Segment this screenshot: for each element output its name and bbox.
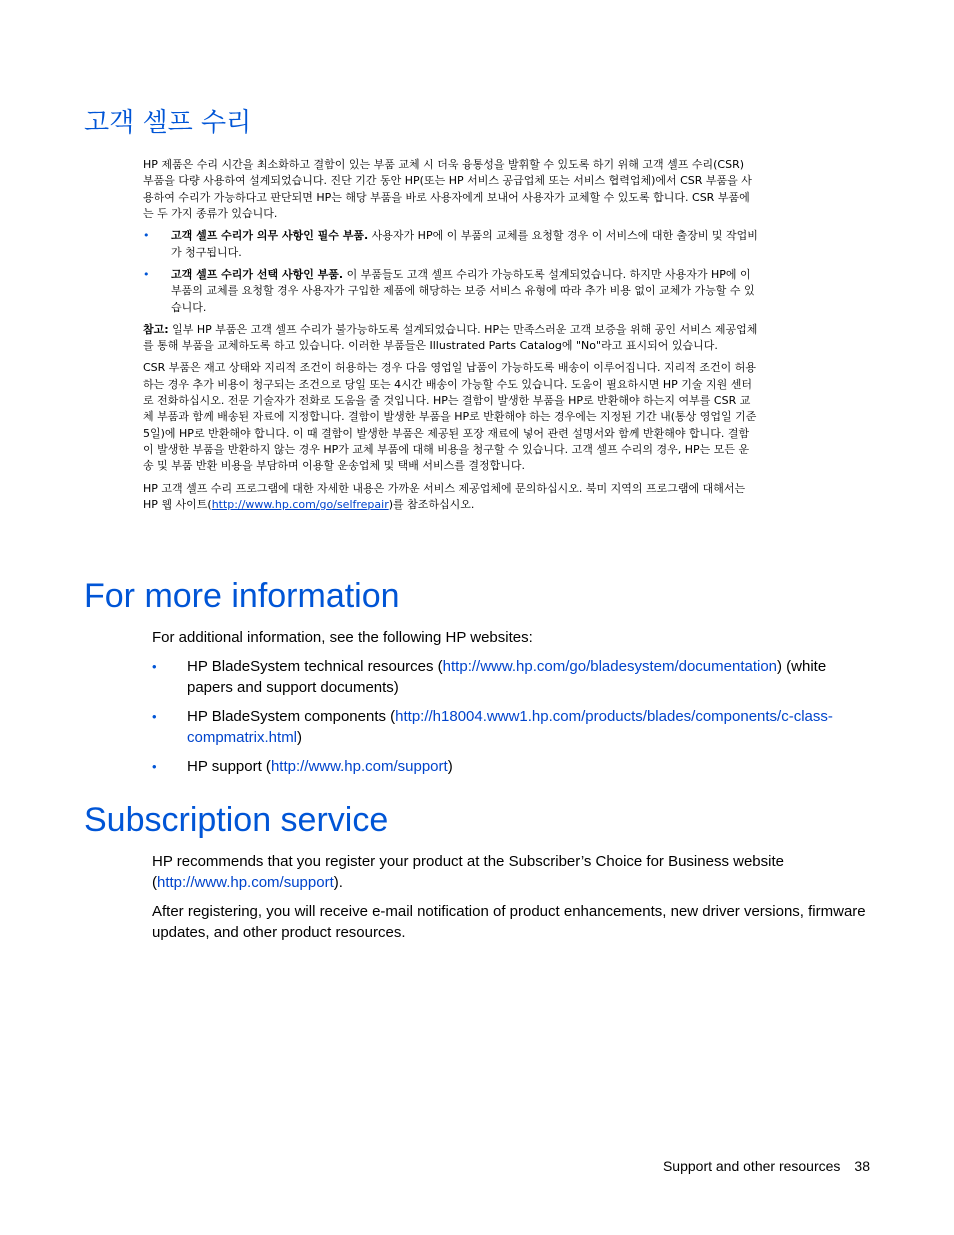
list-item: [152, 756, 872, 777]
csr-part-types: [143, 228, 758, 315]
csr-contact: [143, 481, 758, 514]
page-number: 38: [854, 1158, 870, 1174]
bullet-icon: •: [152, 709, 157, 724]
bullet-icon: •: [143, 267, 150, 281]
list-item: [152, 656, 872, 698]
selfrepair-link[interactable]: http://www.hp.com/go/selfrepair: [211, 497, 389, 511]
bladesystem-components-link[interactable]: http://h18004.www1.hp.com/products/blades/components/c-class-compmatrix.html: [187, 708, 833, 746]
list-item: [143, 228, 758, 261]
csr-item-text: 이 부품들도 고객 셀프 수리가 가능하도록 설계되었습니다. 하지만 사용자가 HP에 이 부품의 교체를 요청할 경우 사용자가 구입한 제품에 해당하는 보증 서비스 유형에 따라 추가 비용 없이 교체가 가능할 수 있습니다.: [171, 267, 755, 314]
csr-section: [84, 108, 764, 519]
bullet-icon: •: [152, 759, 157, 774]
list-item: [152, 706, 872, 748]
subscription-body: [152, 851, 872, 951]
note-text: 일부 HP 부품은 고객 셀프 수리가 불가능하도록 설계되었습니다. HP는 만족스러운 고객 보증을 위해 공인 서비스 제공업체를 통해 부품을 교체하도록 하고 있습니다. 이러한 부품들은 Illustrated Parts Catalog에 "No"라고 표시되어 있습니다.: [143, 322, 758, 353]
item-text-end: ) (white papers and support documents): [187, 658, 827, 696]
contact-text: HP 고객 셀프 수리 프로그램에 대한 자세한 내용은 가까운 서비스 제공업체에 문의하십시오. 북미 지역의 프로그램에 대해서는 HP 웹 사이트(: [143, 481, 746, 511]
subscription-para-2: After registering, you will receive e-mail notification of product enhancements, new driver versions, firmware updates, and other product resources.: [152, 903, 866, 941]
item-text: HP BladeSystem technical resources (: [187, 658, 443, 675]
list-item: [143, 267, 758, 316]
subscription-para: [152, 851, 872, 893]
csr-title: 고객 셀프 수리: [84, 108, 252, 138]
page-footer: [663, 1158, 870, 1174]
bladesystem-docs-link[interactable]: http://www.hp.com/go/bladesystem/documentation: [442, 658, 778, 675]
csr-item-bold: 고객 셀프 수리가 의무 사항인 필수 부품.: [171, 229, 369, 243]
csr-item-text: 사용자가 HP에 이 부품의 교체를 요청할 경우 이 서비스에 대한 출장비 및 작업비가 청구됩니다.: [171, 229, 758, 259]
item-text-end: ): [297, 729, 303, 746]
contact-text-end: )를 참조하십시오.: [388, 497, 475, 511]
item-text: HP support (: [187, 758, 271, 775]
csr-intro: HP 제품은 수리 시간을 최소화하고 결함이 있는 부품 교체 시 더욱 융통성을 발휘할 수 있도록 하기 위해 고객 셀프 수리(CSR) 부품을 다량 사용하여 설계되었습니다. 진단 기간 동안 HP(또는 HP 서비스 공급업체 또는 서비스 협력업체)에서 CSR 부품을 사용하여 수리가 가능하다고 판단되면 HP는 해당 부품을 바로 사용자에게 보내어 사용자가 교체할 수 있도록 합니다. CSR 부품에는 두 가지 종류가 있습니다.: [143, 158, 752, 221]
bullet-icon: •: [143, 229, 150, 243]
subscription-support-link[interactable]: http://www.hp.com/support: [157, 874, 334, 891]
csr-body: [143, 157, 758, 513]
item-text-end: ): [447, 758, 453, 775]
more-info-intro: For additional information, see the following HP websites:: [152, 629, 533, 646]
subscription-text: HP recommends that you register your product at the Subscriber’s Choice for Business website (: [152, 853, 784, 891]
csr-shipping: CSR 부품은 재고 상태와 지리적 조건이 허용하는 경우 다음 영업일 납품이 가능하도록 배송이 이루어집니다. 지리적 조건이 허용하는 경우 추가 비용이 청구되는 조건으로 당일 또는 4시간 배송이 가능할 수도 있습니다. 도움이 필요하시면 HP 기술 지원 센터로 전화하십시오. 전문 기술자가 전화로 도움을 줄 것입니다. HP는 결함이 발생한 부품을 HP로 반환해야 하는지 여부를 CSR 교체 부품과 함께 배송된 자료에 지정합니다. 결함이 발생한 부품을 HP로 반환해야 하는 경우에는 지정된 기간 내(통상 영업일 기준 5일)에 HP로 반환해야 합니다. 이 때 결함이 발생한 부품은 제공된 포장 재료에 넣어 관련 설명서와 함께 반환해야 합니다. 결함이 발생한 부품을 반환하지 않는 경우 HP가 교체 부품에 대해 비용을 청구할 수 있습니다. 고객 셀프 수리의 경우, HP는 모든 운송 및 부품 반환 비용을 부담하며 이용할 운송업체 및 택배 서비스를 결정합니다.: [143, 361, 757, 473]
subscription-heading: Subscription service: [84, 801, 389, 839]
item-text: HP BladeSystem components (: [187, 708, 396, 725]
hp-support-link[interactable]: http://www.hp.com/support: [270, 758, 448, 775]
more-info-heading: For more information: [84, 577, 400, 615]
more-info-body: [152, 627, 872, 785]
footer-section-title: Support and other resources: [662, 1158, 841, 1174]
note-label: 참고:: [143, 322, 169, 336]
bullet-icon: •: [152, 659, 157, 674]
csr-note: [143, 322, 758, 355]
more-info-list: [152, 656, 872, 777]
csr-item-bold: 고객 셀프 수리가 선택 사항인 부품.: [171, 267, 344, 281]
subscription-text-end: ).: [333, 874, 343, 891]
